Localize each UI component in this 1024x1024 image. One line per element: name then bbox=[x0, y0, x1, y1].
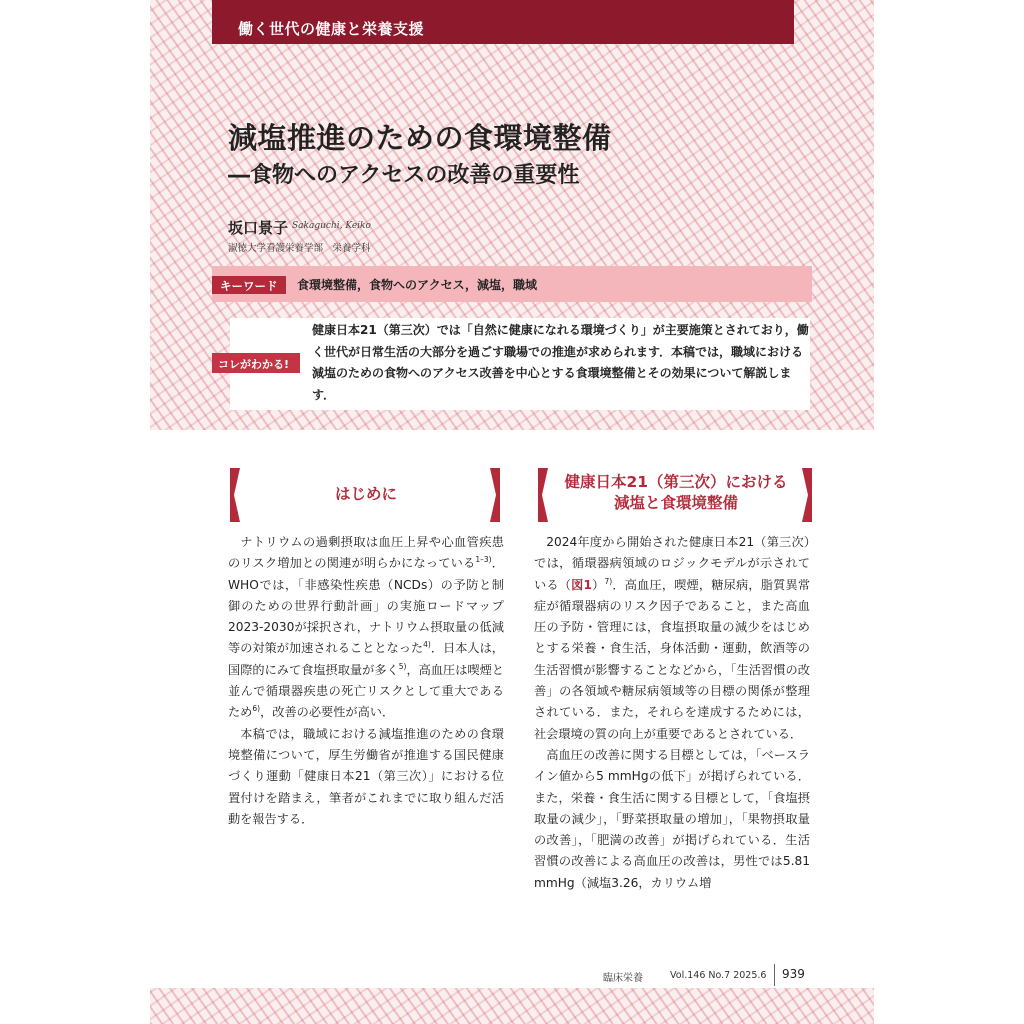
text-run: ナトリウムの過剰摂取は血圧上昇や心血管疾患のリスク増加との関連が明らかになっている bbox=[228, 535, 504, 571]
section2-heading-line1: 健康日本21（第三次）における bbox=[564, 473, 788, 491]
citation: 1–3) bbox=[475, 555, 492, 565]
author-affiliation: 淑徳大学看護栄養学部 栄養学科 bbox=[228, 243, 371, 254]
journal-page bbox=[150, 0, 874, 1024]
series-label: 働く世代の健康と栄養支援 bbox=[212, 0, 794, 44]
section1-bracket-left bbox=[230, 468, 240, 522]
section2-bracket-left bbox=[538, 468, 548, 522]
footer-divider bbox=[774, 964, 775, 986]
hero-white-band bbox=[150, 430, 874, 432]
section1-paragraph1 bbox=[228, 532, 504, 724]
section2-paragraph2: 高血圧の改善に関する目標としては，「ベースライン値から5 mmHgの低下」が掲げられている．また，栄養・食生活に関する目標として，「食塩摂取量の減少」，「野菜摂取量の増加」，「果物摂取量の改善」，「肥満の改善」が掲げられている．生活習慣の改善による高血圧の改善は，男性では5.81 mmHg（減塩3.26，カリウム増 bbox=[534, 747, 810, 890]
text-run: ．WHOでは，「非感染性疾患（NCDs）の予防と制御のための世界行動計画」の実施ロードマップ2023-2030が採択され，ナトリウム摂取量の低減等の対策が加速されることとなった bbox=[228, 556, 504, 656]
figure-link[interactable]: 図1 bbox=[571, 577, 592, 592]
article-title: 減塩推進のための食環境整備 bbox=[228, 121, 612, 155]
section1-bracket-right bbox=[490, 468, 500, 522]
section2-heading-line2: 減塩と食環境整備 bbox=[613, 494, 738, 512]
keyword-text: 食環境整備，食物へのアクセス，減塩，職域 bbox=[297, 278, 538, 292]
key-points-label: コレがわかる! bbox=[212, 353, 300, 373]
citation: 6) bbox=[252, 704, 261, 714]
text-run: ，改善の必要性が高い． bbox=[260, 705, 395, 720]
section2-bracket-right bbox=[802, 468, 812, 522]
journal-name: 臨床栄養 bbox=[603, 973, 643, 984]
citation: 4) bbox=[423, 640, 431, 650]
column-right bbox=[534, 532, 810, 894]
keyword-label: キーワード bbox=[212, 276, 286, 294]
section1-paragraph2: 本稿では，職域における減塩推進のための食環境整備について，厚生労働省が推進する国民健康づくり運動「健康日本21（第三次）」における位置付けを踏まえ，筆者がこれまでに取り組んだ活動を報告する． bbox=[228, 726, 504, 826]
text-run: ．日本人は，国際的にみて食塩摂取量が多く bbox=[228, 641, 504, 677]
section2-paragraph1: 2024年度から開始された健康日本21（第三次）では，循環器病領域のロジックモデルが示されている（図1）$^{7)}$．高血圧，喫煙，糖尿病，脂質異常症が循環器病のリスク因子であること，また高血圧の予防・管理には，食塩摂取量の減少をはじめとする栄養・食生活，身体活動・運動，飲酒等の生活習慣が影響することなどから，「生活習慣の改善」の各領域や糖尿病領域等の目標の関係が整理されている．また，それらを達成するためには，社会環境の質の向上が重要であるとされている． bbox=[534, 535, 811, 741]
text-run: ．高血圧，喫煙，糖尿病，脂質異常症が循環器病のリスク因子であること，また高血圧の予防・管理には，食塩摂取量の減少をはじめとする栄養・食生活，身体活動・運動，飲酒等の生活習慣が影響することなどから，「生活習慣の改善」の各領域や糖尿病領域等の目標の関係が整理されている．また，それらを達成するためには，社会環境の質の向上が重要であるとされている． bbox=[534, 577, 811, 741]
author-roman-name: Sakaguchi, Keiko bbox=[292, 221, 371, 231]
section1-heading-text: はじめに bbox=[334, 485, 397, 503]
citation: 7) bbox=[604, 576, 613, 586]
author-name: 坂口景子 bbox=[228, 219, 289, 237]
section1-heading bbox=[246, 484, 486, 505]
page-number: 939 bbox=[782, 967, 805, 981]
text-run: ，高血圧は喫煙と並んで循環器疾患の死亡リスクとして重大であるため bbox=[228, 662, 504, 720]
article-subtitle: ―食物へのアクセスの改善の重要性 bbox=[228, 163, 580, 188]
column-left bbox=[228, 532, 504, 830]
text-run: 2024年度から開始された健康日本21（第三次）では，循環器病領域のロジックモデルが示されている（ bbox=[534, 535, 810, 592]
section2-heading bbox=[550, 472, 802, 514]
journal-volume: Vol.146 No.7 2025.6 bbox=[670, 970, 767, 981]
key-points-text: 健康日本21（第三次）では「自然に健康になれる環境づくり」が主要施策とされており，働く世代が日常生活の大部分を過ごす職場での推進が求められます．本稿では，職域における減塩のための食物へのアクセス改善を中心とする食環境整備とその効果について解説します． bbox=[312, 323, 809, 402]
citation: 5) bbox=[398, 661, 407, 671]
footer-pattern bbox=[150, 988, 874, 1024]
